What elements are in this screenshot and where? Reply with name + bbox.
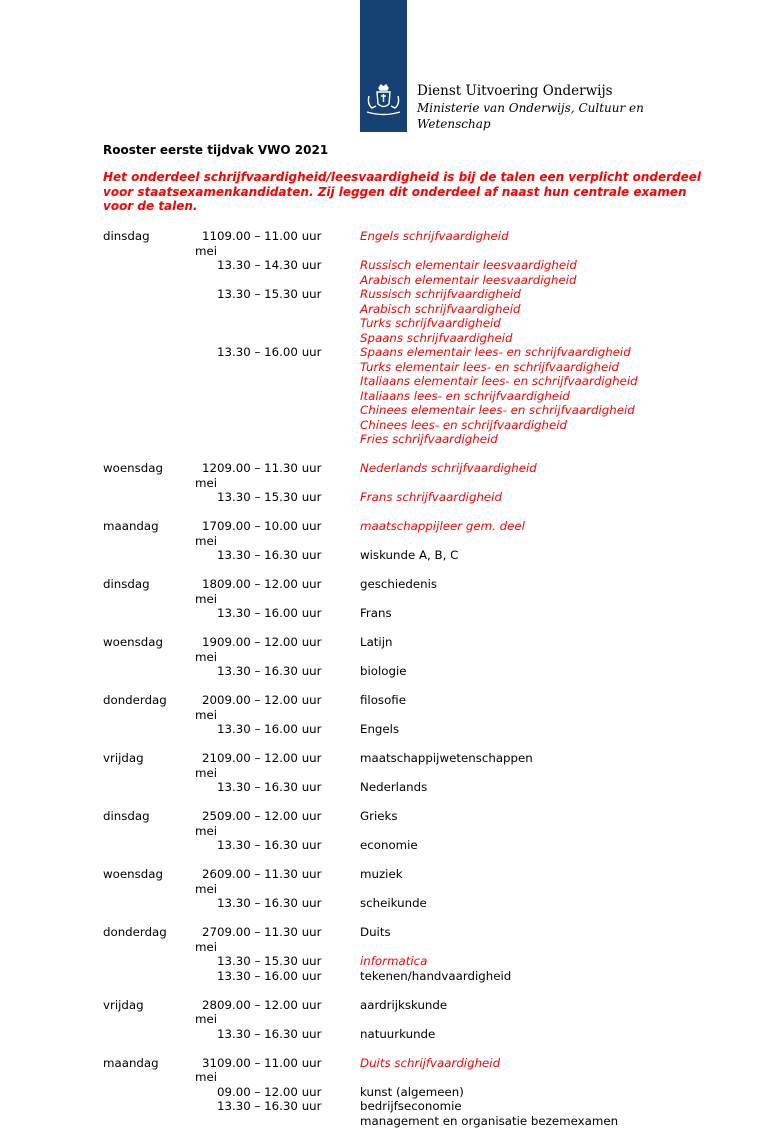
schedule-row: [103, 519, 683, 548]
day-name: [103, 490, 177, 505]
day-name: dinsdag: [103, 229, 150, 243]
exam-time: [217, 331, 360, 346]
exam-date: 21 mei: [194, 751, 217, 780]
schedule-row: [103, 693, 683, 722]
day-name: [103, 418, 177, 433]
schedule-day: [103, 461, 683, 505]
exam-date: [177, 287, 217, 302]
exam-subject: Chinees elementair lees- en schrijfvaardigheid: [360, 403, 635, 417]
exam-subject: natuurkunde: [360, 1026, 436, 1041]
exam-subject: Arabisch schrijfvaardigheid: [360, 301, 521, 316]
exam-date: [177, 345, 217, 360]
day-name: maandag: [103, 1055, 159, 1070]
day-name: dinsdag: [103, 809, 150, 823]
day-name: [103, 374, 177, 389]
exam-date: 12 mei: [194, 461, 217, 490]
exam-subject: Spaans elementair lees- en schrijfvaardigheid: [360, 345, 631, 359]
schedule-row: [103, 722, 683, 737]
day-name: [103, 258, 177, 273]
schedule-row: [103, 229, 683, 258]
day-name: [103, 302, 177, 317]
exam-subject: Nederlands: [360, 780, 428, 794]
exam-date: [177, 389, 217, 404]
exam-time: 09.00 – 11.00 uur: [217, 1055, 322, 1070]
exam-time: 13.30 – 14.30 uur: [217, 258, 322, 272]
exam-subject: Nederlands schrijfvaardigheid: [360, 461, 537, 475]
day-name: [103, 838, 177, 853]
exam-subject: Italiaans lees- en schrijfvaardigheid: [360, 388, 570, 403]
exam-subject: Frans: [360, 606, 392, 620]
schedule-row: [103, 331, 683, 346]
exam-date: [177, 954, 217, 969]
exam-date: [177, 490, 217, 505]
day-name: [103, 548, 177, 563]
schedule-row: [103, 461, 683, 490]
schedule-row: [103, 418, 683, 433]
exam-date: [177, 331, 217, 346]
schedule-row: [103, 548, 683, 563]
exam-date: 11 mei: [194, 229, 217, 258]
day-name: dinsdag: [103, 577, 150, 591]
exam-time: 13.30 – 16.30 uur: [217, 838, 322, 852]
exam-date: [177, 838, 217, 853]
schedule-day: [103, 867, 683, 911]
schedule-row: [103, 969, 683, 984]
schedule-row: [103, 302, 683, 317]
exam-date: 18 mei: [194, 577, 217, 606]
schedule-day: [103, 635, 683, 679]
ministry-line-1: Ministerie van Onderwijs, Cultuur en: [417, 101, 644, 115]
exam-date: 26 mei: [194, 867, 217, 896]
day-name: [103, 722, 177, 737]
schedule-row: [103, 998, 683, 1027]
exam-subject: tekenen/handvaardigheid: [360, 968, 512, 983]
schedule-row: [103, 606, 683, 621]
day-name: donderdag: [103, 693, 167, 707]
schedule-row: [103, 751, 683, 780]
day-name: [103, 606, 177, 621]
schedule-day: [103, 925, 683, 983]
exam-date: [177, 548, 217, 563]
day-name: donderdag: [103, 925, 167, 939]
exam-subject: management en organisatie bezemexamen: [360, 1113, 619, 1128]
exam-time: 09.00 – 12.00 uur: [217, 997, 322, 1012]
schedule-row: [103, 838, 683, 853]
exam-subject: Chinees lees- en schrijfvaardigheid: [360, 417, 568, 432]
schedule-day: [103, 693, 683, 737]
day-name: woensdag: [103, 461, 163, 475]
schedule-row: [103, 780, 683, 795]
exam-date: [177, 606, 217, 621]
exam-date: [177, 316, 217, 331]
schedule-row: [103, 954, 683, 969]
exam-time: 09.00 – 11.30 uur: [217, 461, 322, 475]
schedule-row: [103, 403, 683, 418]
exam-subject: scheikunde: [360, 896, 427, 910]
exam-date: [177, 302, 217, 317]
day-name: vrijdag: [103, 997, 144, 1012]
exam-time: 13.30 – 15.30 uur: [217, 287, 322, 301]
exam-date: [177, 360, 217, 375]
exam-time: 09.00 – 12.00 uur: [217, 1084, 322, 1099]
exam-time: [217, 432, 360, 447]
exam-subject: Turks elementair lees- en schrijfvaardigheid: [360, 359, 619, 374]
organization-header: [417, 83, 644, 132]
exam-date: [177, 258, 217, 273]
schedule-row: [103, 374, 683, 389]
exam-time: 13.30 – 16.30 uur: [217, 548, 322, 562]
day-name: [103, 780, 177, 795]
schedule-row: [103, 635, 683, 664]
schedule-row: [103, 577, 683, 606]
schedule-row: [103, 432, 683, 447]
schedule-row: [103, 345, 683, 360]
exam-time: [217, 302, 360, 317]
exam-subject: informatica: [360, 954, 428, 968]
day-name: maandag: [103, 519, 159, 533]
schedule-row: [103, 1056, 683, 1085]
exam-time: 13.30 – 16.00 uur: [217, 345, 322, 359]
exam-subject: Latijn: [360, 635, 393, 649]
day-name: [103, 360, 177, 375]
exam-time: 09.00 – 12.00 uur: [217, 693, 322, 707]
day-name: [103, 287, 177, 302]
exam-date: [177, 969, 217, 984]
schedule-row: [103, 1099, 683, 1114]
day-name: [103, 273, 177, 288]
exam-time: 09.00 – 11.30 uur: [217, 867, 322, 881]
exam-time: 09.00 – 12.00 uur: [217, 635, 322, 649]
exam-subject: wiskunde A, B, C: [360, 548, 459, 562]
exam-date: [177, 1027, 217, 1042]
day-name: [103, 969, 177, 984]
exam-date: [177, 374, 217, 389]
day-name: [103, 1027, 177, 1042]
schedule-row: [103, 389, 683, 404]
exam-date: [177, 896, 217, 911]
day-name: [103, 1085, 177, 1100]
exam-time: [217, 389, 360, 404]
schedule-row: [103, 273, 683, 288]
exam-subject: Russisch elementair leesvaardigheid: [360, 258, 577, 272]
schedule-day: [103, 751, 683, 795]
exam-subject: Russisch schrijfvaardigheid: [360, 287, 521, 301]
exam-date: 17 mei: [194, 519, 217, 548]
exam-subject: kunst (algemeen): [360, 1084, 464, 1099]
exam-time: [217, 273, 360, 288]
logo-bar: [360, 0, 407, 132]
exam-time: 13.30 – 16.30 uur: [217, 1026, 322, 1041]
exam-subject: bedrijfseconomie: [360, 1099, 462, 1113]
exam-subject: Frans schrijfvaardigheid: [360, 490, 502, 504]
day-name: [103, 664, 177, 679]
day-name: [103, 1099, 177, 1114]
exam-subject: biologie: [360, 664, 407, 678]
exam-time: 09.00 – 12.00 uur: [217, 577, 322, 591]
day-name: [103, 331, 177, 346]
exam-subject: geschiedenis: [360, 577, 438, 591]
day-name: [103, 954, 177, 969]
exam-time: 09.00 – 12.00 uur: [217, 751, 322, 765]
exam-time: [217, 1114, 360, 1129]
schedule-row: [103, 490, 683, 505]
page-title: Rooster eerste tijdvak VWO 2021: [103, 143, 329, 157]
day-name: [103, 896, 177, 911]
exam-time: 13.30 – 16.30 uur: [217, 896, 322, 910]
exam-time: 13.30 – 16.00 uur: [217, 722, 322, 736]
exam-time: 13.30 – 16.30 uur: [217, 780, 322, 794]
day-name: [103, 345, 177, 360]
exam-subject: Duits schrijfvaardigheid: [360, 1055, 501, 1070]
exam-time: 13.30 – 16.00 uur: [217, 968, 322, 983]
exam-date: [177, 722, 217, 737]
exam-subject: Grieks: [360, 809, 398, 823]
exam-subject: Italiaans elementair lees- en schrijfvaardigheid: [360, 374, 638, 388]
schedule-day: [103, 519, 683, 563]
day-name: [103, 316, 177, 331]
schedule-row: [103, 1114, 683, 1129]
exam-subject: muziek: [360, 867, 403, 881]
exam-time: 13.30 – 15.30 uur: [217, 490, 322, 504]
schedule-row: [103, 1027, 683, 1042]
exam-time: 09.00 – 11.30 uur: [217, 925, 322, 939]
exam-date: 20 mei: [194, 693, 217, 722]
exam-subject: filosofie: [360, 693, 406, 707]
schedule-row: [103, 360, 683, 375]
exam-time: [217, 316, 360, 331]
exam-subject: Arabisch elementair leesvaardigheid: [360, 272, 577, 287]
schedule-day: [103, 809, 683, 853]
exam-time: 13.30 – 15.30 uur: [217, 954, 322, 968]
exam-date: [177, 1099, 217, 1114]
exam-time: [217, 418, 360, 433]
schedule-day: [103, 577, 683, 621]
exam-date: 25 mei: [194, 809, 217, 838]
exam-subject: economie: [360, 838, 418, 852]
ministry-line-2: Wetenschap: [417, 117, 491, 131]
exam-time: 13.30 – 16.30 uur: [217, 1099, 322, 1113]
exam-date: [177, 432, 217, 447]
exam-date: [177, 273, 217, 288]
schedule-day: [103, 1056, 683, 1129]
exam-time: 09.00 – 10.00 uur: [217, 519, 322, 533]
exam-time: 13.30 – 16.30 uur: [217, 664, 322, 678]
exam-time: [217, 360, 360, 375]
exam-date: [177, 418, 217, 433]
exam-subject: Turks schrijfvaardigheid: [360, 316, 501, 330]
exam-subject: Engels: [360, 722, 400, 736]
exam-date: [177, 780, 217, 795]
exam-subject: aardrijkskunde: [360, 997, 448, 1012]
exam-time: 09.00 – 11.00 uur: [217, 229, 322, 243]
schedule-row: [103, 1085, 683, 1100]
exam-subject: Spaans schrijfvaardigheid: [360, 330, 513, 345]
exam-date: 19 mei: [194, 635, 217, 664]
exam-subject: maatschappijwetenschappen: [360, 751, 533, 765]
schedule-row: [103, 287, 683, 302]
exam-subject: Engels schrijfvaardigheid: [360, 229, 509, 243]
exam-date: 27 mei: [194, 925, 217, 954]
exam-subject: maatschappijleer gem. deel: [360, 519, 525, 533]
schedule-day: [103, 998, 683, 1042]
day-name: vrijdag: [103, 751, 144, 765]
day-name: [103, 432, 177, 447]
exam-date: [177, 1085, 217, 1100]
exam-date: [177, 664, 217, 679]
day-name: [103, 403, 177, 418]
exam-date: 31 mei: [194, 1055, 217, 1084]
day-name: woensdag: [103, 867, 163, 881]
exam-subject: Duits: [360, 925, 391, 939]
exam-time: [217, 403, 360, 418]
exam-date: 28 mei: [194, 997, 217, 1026]
exam-time: 13.30 – 16.00 uur: [217, 606, 322, 620]
schedule-row: [103, 925, 683, 954]
schedule-row: [103, 809, 683, 838]
day-name: woensdag: [103, 635, 163, 649]
day-name: [103, 1114, 177, 1129]
schedule-row: [103, 258, 683, 273]
exam-time: [217, 374, 360, 389]
exam-subject: Fries schrijfvaardigheid: [360, 432, 498, 446]
schedule-day: [103, 229, 683, 447]
exam-date: [177, 1114, 217, 1129]
notice-text: Het onderdeel schrijfvaardigheid/leesvaardigheid is bij de talen een verplicht onderdeel voor staatsexamenkandidaten. Zij leggen dit onderdeel af naast hun centrale examen voor de talen.: [103, 170, 701, 213]
schedule-row: [103, 316, 683, 331]
organization-name: Dienst Uitvoering Onderwijs: [417, 83, 613, 99]
schedule-row: [103, 867, 683, 896]
exam-date: [177, 403, 217, 418]
schedule-row: [103, 664, 683, 679]
exam-schedule: [103, 229, 683, 1143]
exam-time: 09.00 – 12.00 uur: [217, 809, 322, 823]
schedule-row: [103, 896, 683, 911]
royal-crest-icon: [363, 84, 404, 120]
day-name: [103, 389, 177, 404]
